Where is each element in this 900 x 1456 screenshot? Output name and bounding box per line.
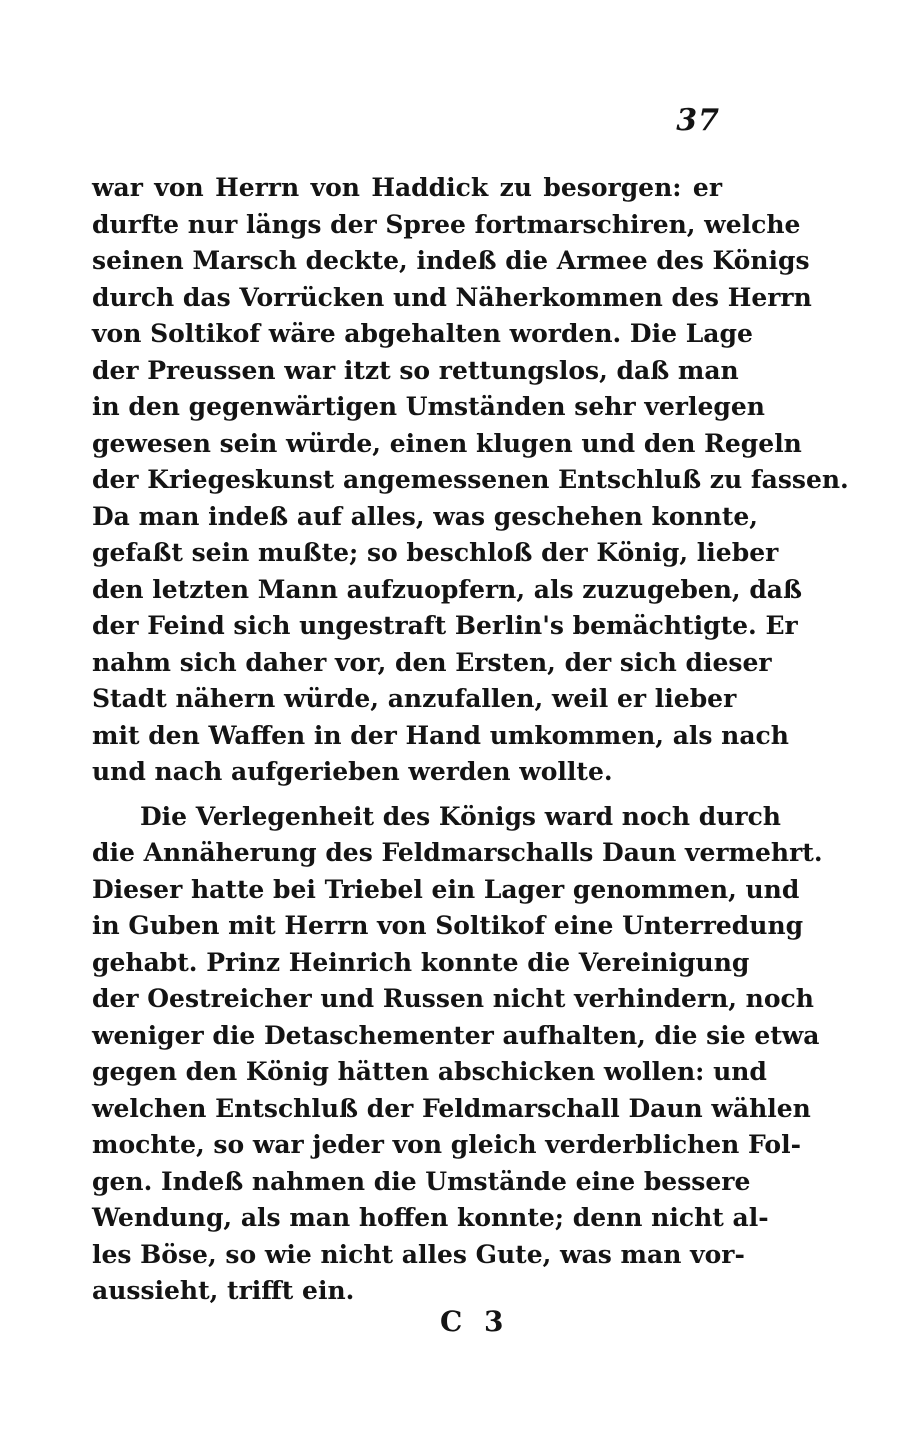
text-line: nahm sich daher vor, den Ersten, der sich dieser	[92, 647, 772, 677]
text-line: mit den Waffen in der Hand umkommen, als nach	[92, 720, 789, 750]
text-line: der Oestreicher und Russen nicht verhindern, noch	[92, 984, 814, 1013]
text-line: der Kriegeskunst angemessenen Entschluß zu fassen.	[92, 465, 849, 494]
text-line: Wendung, als man hoffen konnte; denn nicht al-	[92, 1203, 769, 1232]
text-line: in Guben mit Herrn von Soltikof eine Unterredung	[92, 911, 804, 940]
text-line: die Annäherung des Feldmarschalls Daun vermehrt.	[92, 838, 823, 867]
text-line: gehabt. Prinz Heinrich konnte die Vereinigung	[92, 947, 750, 977]
text-line: Stadt nähern würde, anzufallen, weil er lieber	[92, 684, 737, 713]
text-line: aussieht, trifft ein.	[92, 1276, 355, 1305]
text-line: gefaßt sein mußte; so beschloß der König, lieber	[92, 538, 779, 567]
body-text	[92, 170, 849, 1310]
text-line: seinen Marsch deckte, indeß die Armee des Königs	[92, 246, 810, 275]
text-line: der Feind sich ungestraft Berlin's bemächtigte. Er	[92, 611, 798, 640]
text-line: durch das Vorrücken und Näherkommen des Herrn	[92, 282, 812, 312]
text-line: Die Verlegenheit des Königs ward noch durch	[140, 801, 781, 831]
text-line: war von Herrn von Haddick zu besorgen: er	[92, 173, 722, 202]
text-line: mochte, so war jeder von gleich verderblichen Fol-	[92, 1130, 801, 1159]
text-line: in den gegenwärtigen Umständen sehr verlegen	[92, 392, 765, 421]
text-line: weniger die Detaschementer aufhalten, die sie etwa	[92, 1020, 820, 1050]
text-line: den letzten Mann aufzuopfern, als zuzugeben, daß	[92, 574, 802, 604]
text-line: gen. Indeß nahmen die Umstände eine bessere	[92, 1166, 751, 1196]
text-line: Dieser hatte bei Triebel ein Lager genommen, und	[92, 874, 800, 904]
paragraph-2	[92, 799, 823, 1310]
text-line: durfte nur längs der Spree fortmarschiren, welche	[92, 209, 801, 239]
text-line: von Soltikof wäre abgehalten worden. Die Lage	[92, 319, 753, 348]
text-line: gegen den König hätten abschicken wollen: und	[92, 1057, 767, 1086]
text-line: Da man indeß auf alles, was geschehen konnte,	[92, 501, 759, 531]
signature-mark: C 3	[440, 1305, 510, 1338]
text-line: les Böse, so wie nicht alles Gute, was man vor-	[92, 1239, 745, 1269]
text-line: welchen Entschluß der Feldmarschall Daun wählen	[92, 1093, 811, 1123]
page-number: 37	[676, 103, 720, 138]
paragraph-1	[92, 170, 849, 791]
text-line: der Preussen war itzt so rettungslos, daß man	[92, 355, 739, 385]
text-line: gewesen sein würde, einen klugen und den Regeln	[92, 428, 802, 458]
text-line: und nach aufgerieben werden wollte.	[92, 757, 613, 786]
